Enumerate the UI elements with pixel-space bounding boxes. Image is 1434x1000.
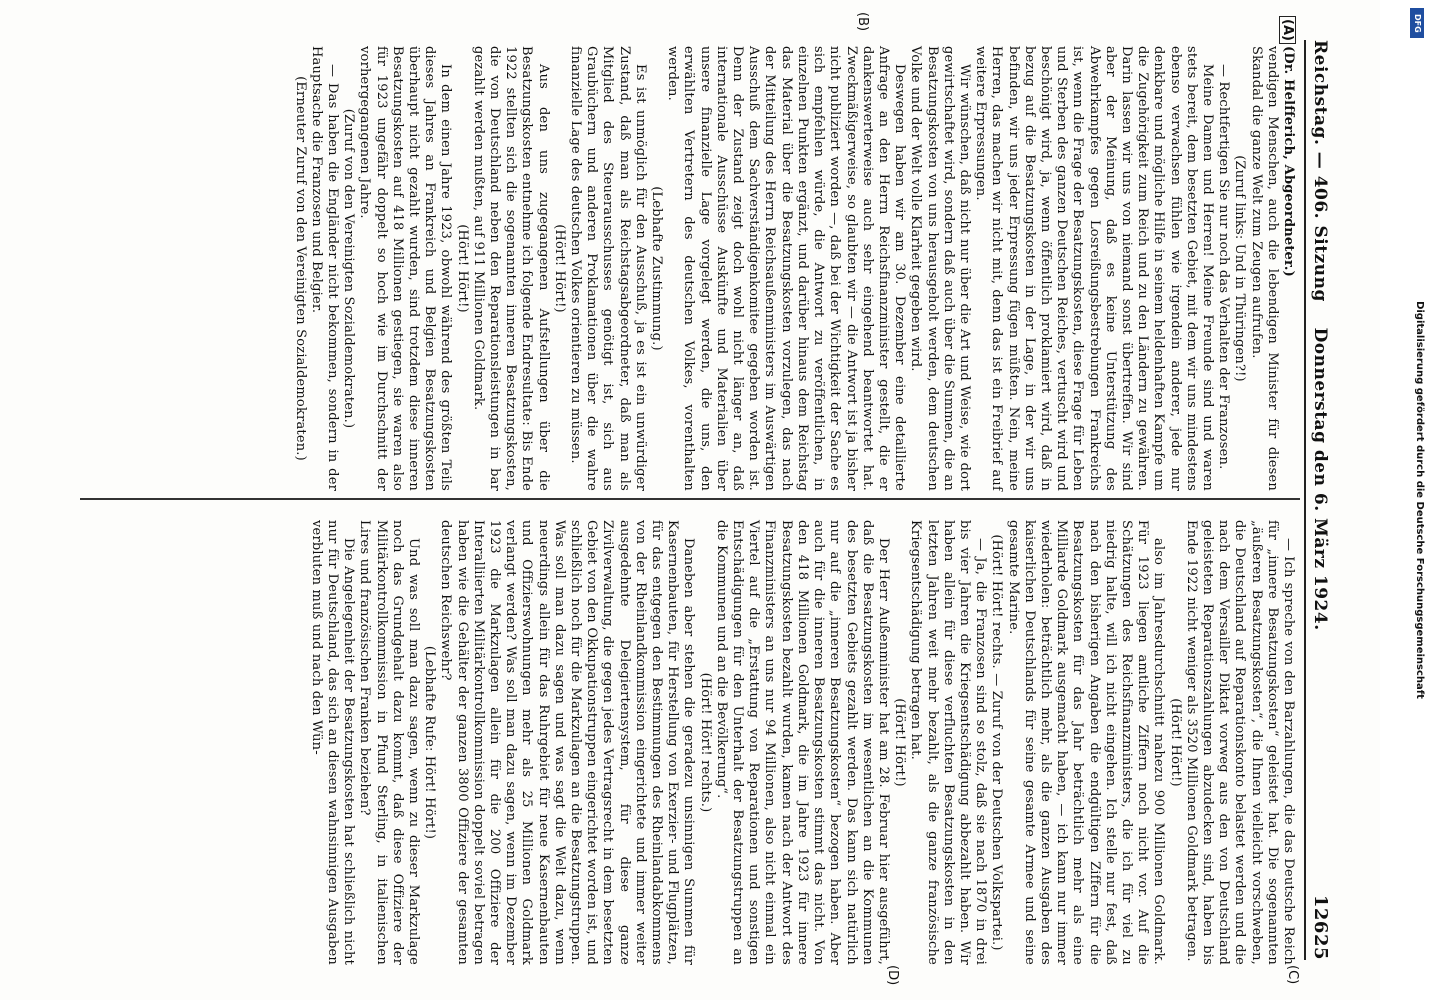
paragraph: vendigen Menschen, auch die lebendigen Minister für diesen Skandal die ganze Welt zum Zeugen aufrufen.	[1248, 46, 1280, 491]
column-divider	[80, 498, 1300, 500]
paragraph: Es ist unmöglich für den Ausschuß, ja es ist ein unwürdiger Zustand, daß man als Reichstagsabgeordneter, daß man als Mitglied des Steuerausschusses genötigt ist, sich aus Graubüchern und anderen Proklamationen über die wahre finanzielle Lage des deutschen Volkes orientieren zu müssen.	[568, 46, 648, 491]
interjection: (Erneuter Zuruf von den Vereinigten Sozialdemokraten.)	[292, 76, 308, 461]
paragraph: Deswegen haben wir am 30. Dezember eine detaillierte Anfrage an den Herrn Reichsfinanzminister gestellt, die er dankenswerterweise auch sehr eingehend beantwortet hat. Zweckmäßigerweise, so glaubten wir — die Antwort ist ja bisher nicht publiziert worden —, daß bei der Wichtigkeit der Sache es sich empfehlen würde, die Antwort zu veröffentlichen, in einzelnen Punkten ergänzt, und darüber hinaus dem Reichstag das Material über die Besatzungskosten vorzulegen, das nach der Mitteilung des Herrn Reichsaußenministers im Auswärtigen Ausschuß dem Sachverständigenkomitee gegeben worden ist. Denn der Zustand zeigt doch wohl nicht länger an, daß internationale Ausschüsse Auskünfte und Materialien über unsere finanzielle Lage vorgelegt werden, die uns, den erwählten Vertretern des deutschen Volkes, vorenthalten werden.	[665, 46, 908, 491]
interjection: (Lebhafte Rufe: Hört! Hört!)	[422, 645, 438, 840]
header-left	[1310, 40, 1330, 631]
paragraph: — Ich spreche von den Barzahlungen, die das Deutsche Reich für „innere Besatzungskosten“ geleistet hat. Die sogenannten „äußeren Besatzungskosten“, die Ihnen vielleicht vorschweben, die Deutschland auf Reparationskonto belastet werden und die nach dem Versailler Diktat vorweg aus den von Deutschland geleisteten Reparationszahlungen abzudecken sind, haben bis Ende 1922 nicht weniger als 3520 Millionen Goldmark betragen.	[1183, 520, 1296, 965]
interjection: (Zuruf von den Vereinigten Sozialdemokraten.)	[341, 108, 357, 429]
interjection: (Hört! Hört! rechts.)	[697, 672, 713, 813]
margin-marker-b: (B)	[855, 12, 870, 32]
dfg-sidebar	[1402, 0, 1432, 1000]
paragraph: — Das haben die Engländer nicht bekommen, sondern in der Hauptsache die Franzosen und Belgier.	[308, 46, 341, 491]
paragraph: Wir wünschen, daß nicht nur über die Art und Weise, wie dort gewirtschaftet wird, sondern daß auch über die Summen, die an Besatzungskosten von uns herausgeholt werden, dem deutschen Volke und der Welt volle Klarheit gegeben wird.	[908, 46, 972, 491]
left-column	[291, 46, 1296, 491]
margin-marker-c: (C)	[1285, 965, 1300, 985]
paragraph: Daneben aber stehen die geradezu unsinnigen Summen für Kasernenbauten, für Herstellung von Exerzier- und Flugplätzen, für das entgegen den Bestimmungen des Rheinlandabkommens von der Rheinlandkommission eingerichtete und immer weiter ausgedehnte Delegiertensystem, für diese ganze Zivilverwaltung, die gegen jedes Vertragsrecht in dem besetzten Gebiet von den Okkupationstruppen eingerichtet worden ist, und schließlich noch für die Markzulagen an die Besatzungstruppen. Was soll man dazu sagen und was sagt die Welt dazu, wenn neuerdings allein für das Ruhrgebiet für neue Kasernenbauten und Offizierswohnungen mehr als 25 Millionen Goldmark verlangt werden? Was soll man dazu sagen, wenn im Dezember 1923 die Markzulagen allein für die 200 Offiziere der Interalliierten Militärkontrollkommission doppelt soviel betragen haben wie die Gehälter der ganzen 3800 Offiziere der gesamten deutschen Reichswehr?	[438, 520, 697, 965]
paragraph: Meine Damen und Herren! Meine Freunde sind und waren stets bereit, dem besetzten Gebiet, mit dem wir uns mindestens ebenso verwachsen fühlen wie irgendein anderer, jede nur denkbare und mögliche Hilfe in seinem heldenhaften Kampfe um die Zugehörigkeit zum Reich und zu den Ländern zu gewähren. Darin lassen wir uns von niemand sonst übertreffen. Wir sind aber der Meinung, daß es keine Unterstützung des Abwehrkampfes gegen Losreißungsbestrebungen Frankreichs ist, wenn die Frage der Besatzungskosten, diese Frage für Leben und Sterben des ganzen Deutschen Reiches, vertuscht wird und beschönigt wird, ja, wenn öffentlich proklamiert wird, daß in bezug auf die Besatzungskosten in der Lage, in der wir uns befinden, wir uns jeder Erpressung fügen müßten. Nein, meine Herren, das machen wir nicht mit, denn das ist ein Freibrief auf weitere Erpressungen.	[973, 46, 1215, 491]
speaker-line: (Dr. Helfferich, Abgeordneter.)	[1281, 46, 1296, 277]
paragraph: Die Angelegenheit der Besatzungskosten hat schließlich nicht nur für Deutschland, das sich an diesen wahnsinnigen Ausgaben verbluten muß und nach den Wün-	[308, 520, 357, 965]
interjection: (Hört! Hört! rechts. — Zuruf von der Deutschen Volkspartei.)	[989, 534, 1005, 951]
page-number: 12625	[1310, 894, 1331, 960]
interjection: (Lebhafte Zustimmung.)	[649, 186, 665, 351]
interjection: (Zuruf links: Und in Thüringen?!)	[1232, 155, 1248, 382]
dfg-credit-label: Digitalisierung gefördert durch die Deutsche Forschungsgemeinschaft	[1414, 301, 1425, 699]
paragraph: Aus den uns zugegangenen Aufstellungen über die Besatzungskosten entnehme ich folgende Endresultate: Bis Ende 1922 stellten sich die sogenannten inneren Besatzungskosten, die von Deutschland neben den Reparationsleistungen in bar gezahlt werden mußten, auf 911 Millionen Goldmark.	[470, 46, 551, 491]
header-date: Donnerstag den 6. März 1924.	[1310, 327, 1330, 631]
right-column	[308, 520, 1296, 965]
margin-marker-d: (D)	[885, 965, 900, 986]
paragraph: Der Herr Außenminister hat am 28. Februar hier ausgeführt, daß die Besatzungskosten im wesentlichen an die Kommunen des besetzten Gebiets gezahlt werden. Das kann sich natürlich nur auf die „inneren Besatzungskosten“ bezogen haben. Aber auch für die inneren Besatzungskosten stimmt das nicht. Von den 418 Millionen Goldmark, die im Jahre 1923 für innere Besatzungskosten bezahlt wurden, kamen nach der Antwort des Finanzministers an uns nur 94 Millionen, also nicht einmal ein Viertel auf die „Erstattung von Reparationen und sonstigen Entschädigungen für den Unterhalt der Besatzungstruppen an die Kommunen und an die Bevölkerung“.	[713, 520, 891, 965]
paragraph: — Rechtfertigen Sie nur noch das Verhalten der Franzosen.	[1216, 64, 1232, 470]
interjection: (Hört! Hört!)	[551, 224, 567, 313]
interjection: (Hört! Hört!)	[892, 698, 908, 787]
interjection: (Hört! Hört!)	[1167, 698, 1183, 787]
page-header	[1304, 40, 1332, 960]
dfg-logo: DFG	[1410, 8, 1424, 38]
margin-marker-a: (A)	[1279, 16, 1296, 44]
paragraph: — Ja, die Franzosen sind so stolz, daß sie nach 1870 in drei bis vier Jahren die Kriegsentschädigung abbezahlt haben. Wir haben allein für diese verfluchten Besatzungskosten in den letzten Jahren weit mehr bezahlt, als die ganze französische Kriegsentschädigung betragen hat.	[908, 520, 989, 965]
paragraph: In dem einen Jahre 1923, obwohl während des größten Teils dieses Jahres an Frankreich und Belgien Besatzungskosten überhaupt nicht gezahlt wurden, sind trotzdem diese inneren Besatzungskosten auf 418 Millionen gestiegen, sie waren also für 1923 ungefähr doppelt so hoch wie im Durchschnitt der vorhergegangenen Jahre.	[357, 46, 454, 491]
paragraph: Und was soll man dazu sagen, wenn zu dieser Markzulage noch das Grundgehalt dazu kommt, daß diese Offiziere der Militärkontrollkommission in Pfund Sterling, in italienischen Lires und französischen Franken beziehen?	[357, 520, 422, 965]
paragraph: also im Jahresdurchschnitt nahezu 900 Millionen Goldmark. Für 1923 liegen amtliche Ziffern noch nicht vor. Auf die Schätzungen des Reichsfinanzministers, die ich für viel zu niedrig halte, will ich nicht eingehen. Ich stelle nur fest, daß nach den bisherigen Angaben die endgültigen Ziffern für die Besatzungskosten für das Jahr beträchtlich mehr als eine Milliarde Goldmark ausgemacht haben, — ich kann nur immer wiederholen: beträchtlich mehr, als die ganzen Ausgaben des kaiserlichen Deutschlands für seine gesamte Armee und seine gesamte Marine.	[1005, 520, 1167, 965]
header-sitting: Reichstag. — 406. Sitzung	[1310, 40, 1330, 302]
interjection: (Hört! Hört!)	[454, 224, 470, 313]
